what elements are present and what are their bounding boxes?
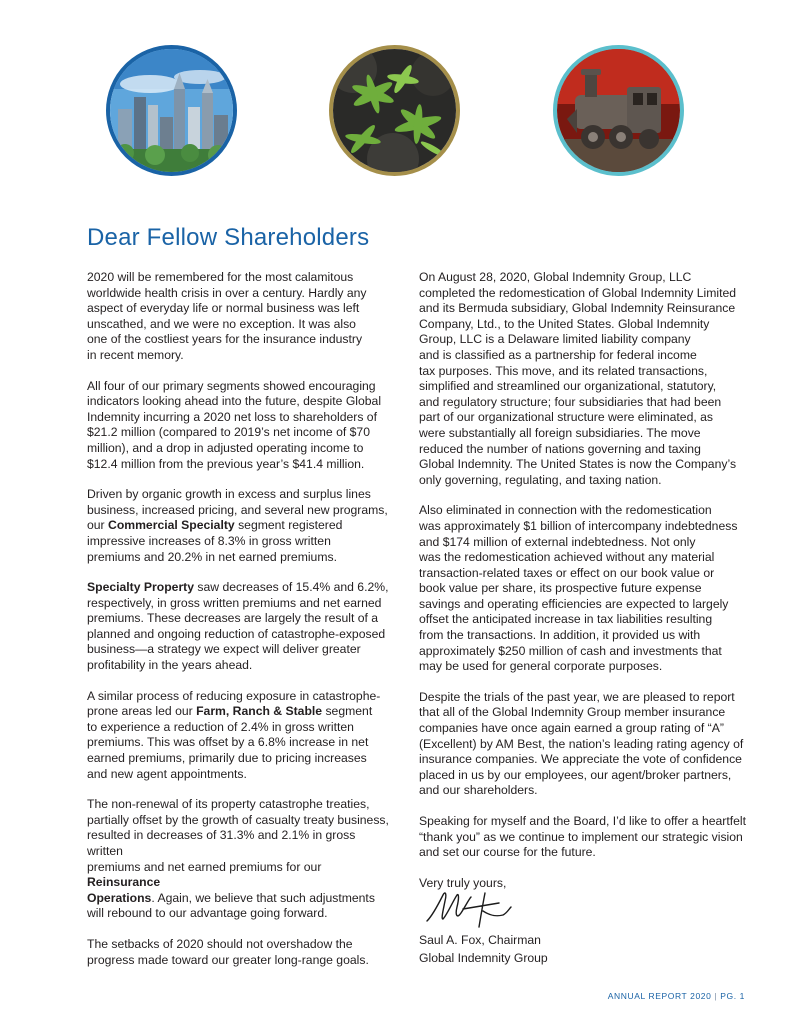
- footer-separator: |: [714, 991, 718, 1001]
- letter-right-column: [419, 270, 755, 967]
- paragraph: Despite the trials of the past year, we are pleased to report that all of the Global Indemnity Group member insurance companies have once again earned a group rating of “A” (Excellent) by AM Best, the nation’s leading rating agency of insurance companies. We appreciate the vote of confidence placed in us by our employees, our agent/broker partners, and our shareholders.: [419, 689, 744, 798]
- paragraph: The setbacks of 2020 should not overshadow the progress made toward our greater long-range goals.: [87, 936, 369, 967]
- handwritten-signature-icon: [425, 885, 515, 931]
- letter-left-column: [87, 270, 393, 983]
- toy-train-photo: [553, 45, 684, 176]
- paragraph: Speaking for myself and the Board, I’d like to offer a heartfelt “thank you” as we continue to implement our strategic vision and set our course for the future.: [419, 814, 746, 860]
- paragraph: A similar process of reducing exposure in catastrophe- prone areas led our Farm, Ranch & Stable segment to experience a reduction of 2.4% in gross written premiums. This was offset by a 6.8% increase in net earned premiums, primarily due to pricing increases and new agent appointments.: [87, 688, 381, 781]
- segment-name-bold: Reinsurance Operations: [87, 875, 161, 905]
- signer-org: Global Indemnity Group: [419, 950, 548, 965]
- paragraph: On August 28, 2020, Global Indemnity Group, LLC completed the redomestication of Global Indemnity Limited and its Bermuda subsidiary, Global Indemnity Reinsurance Company, Ltd., to the United States. Global Indemnity Group, LLC is a Delaware limited liability company and is classified as a partnership for federal income tax purposes. This move, and its related transactions, simplified and streamlined our organizational, statutory, and regulatory structure; four subsidiaries that had been part of our organizational structure were eliminated, as were substantially all foreign subsidiaries. The move reduced the number of nations governing and taxing Global Indemnity. The United States is now the Company’s only governing, regulating, and taxing nation.: [419, 270, 737, 487]
- closing-line: Very truly yours,: [419, 875, 507, 890]
- segment-name-bold: Farm, Ranch & Stable: [196, 704, 323, 719]
- paragraph: 2020 will be remembered for the most calamitous worldwide health crisis in over a century. Hardly any aspect of everyday life or normal business was left unscathed, and we were no exception. It was also one of the costliest years for the insurance industry in recent memory.: [87, 270, 367, 362]
- page-footer: [608, 991, 745, 1001]
- report-label: ANNUAL REPORT 2020: [607, 991, 712, 1001]
- paragraph: Driven by organic growth in excess and surplus lines business, increased pricing, and several new programs, our Commercial Specialty segment registered impressive increases of 8.3% in gross written premiums and 20.2% in net earned premiums.: [87, 487, 388, 564]
- signer-name: Saul A. Fox, Chairman: [419, 933, 541, 948]
- paragraph: Also eliminated in connection with the redomestication was approximately $1 billion of intercompany indebtedness and $174 million of external indebtedness. Not only was the redomestication achieved without any material transaction-related taxes or effect on our book value or book value per share, its prospective future expense savings and operating efficiencies are expected to largely offset the anticipated increase in tax liabilities resulting from the transactions. In addition, it provided us with approximately $250 million of cash and investments that may be used for general corporate purposes.: [419, 503, 738, 674]
- paragraph: Specialty Property saw decreases of 15.4% and 6.2%, respectively, in gross written premiums and net earned premiums. These decreases are largely the result of a planned and ongoing reduction of catastrophe-exposed business—a strategy we expect will deliver greater profitability in the years ahead.: [87, 580, 389, 673]
- paragraph: The non-renewal of its property catastrophe treaties, partially offset by the growth of casualty treaty business, resulted in decreases of 31.3% and 2.1% in gross written premiums and net earned premiums for our Reinsurance Operations. Again, we believe that such adjustments will rebound to our advantage going forward.: [87, 797, 389, 921]
- page-title: Dear Fellow Shareholders: [87, 224, 370, 251]
- segment-name-bold: Specialty Property: [87, 580, 195, 595]
- cannabis-plants-photo: [329, 45, 460, 176]
- page-number: PG. 1: [720, 991, 745, 1001]
- segment-name-bold: Commercial Specialty: [108, 518, 235, 533]
- city-skyline-photo: [106, 45, 237, 176]
- paragraph: All four of our primary segments showed encouraging indicators looking ahead into the future, despite Global Indemnity incurring a 2020 net loss to shareholders of $21.2 million (compared to 2019’s net income of $70 million), and a drop in adjusted operating income to $12.4 million from the previous year’s $41.4 million.: [87, 378, 382, 471]
